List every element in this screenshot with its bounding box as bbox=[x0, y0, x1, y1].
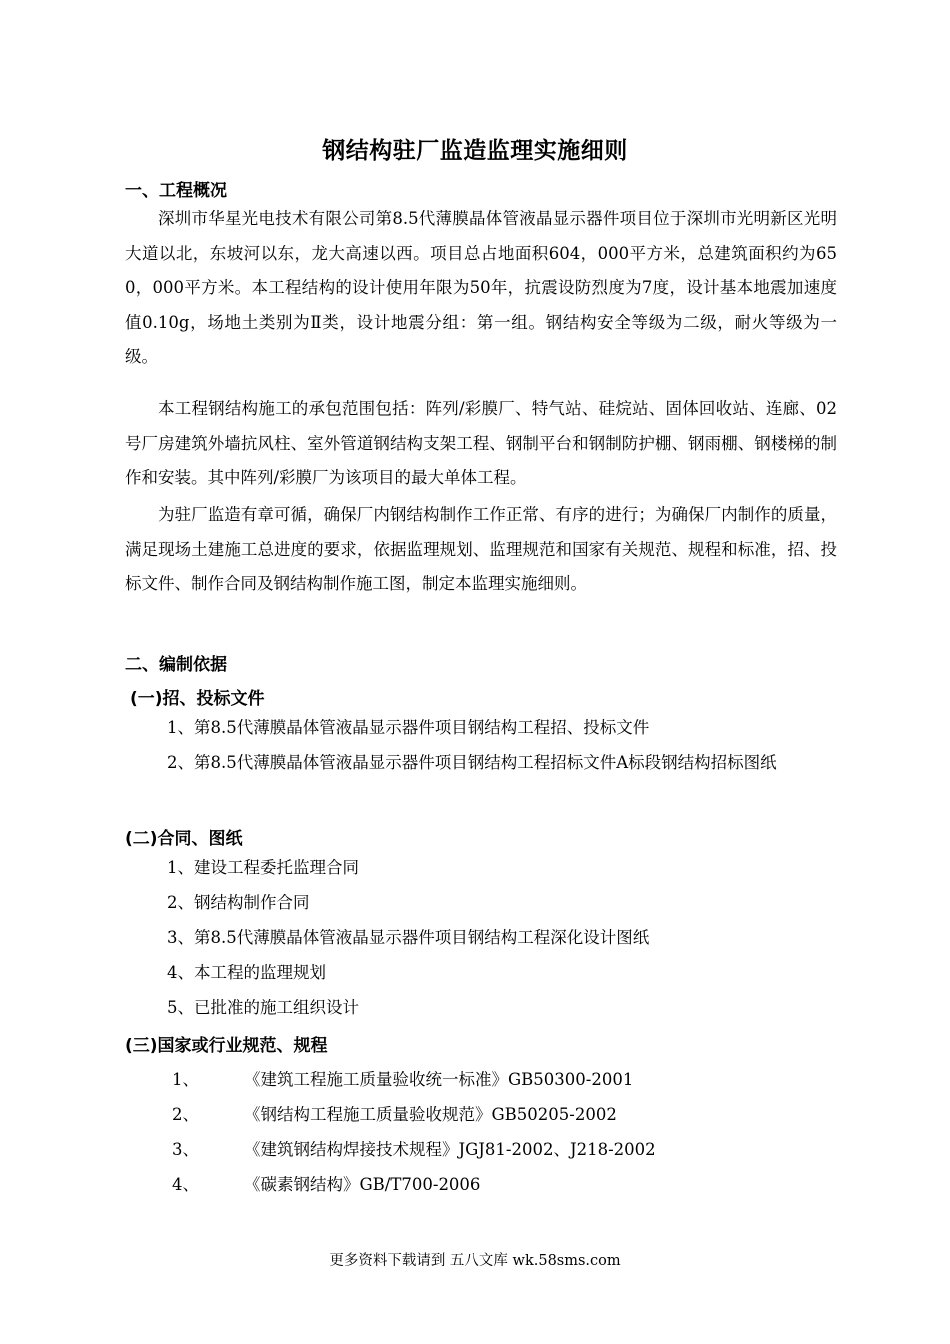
standard-title: 《钢结构工程施工质量验收规范》GB50205-2002 bbox=[244, 1105, 617, 1124]
standard-item bbox=[172, 1171, 480, 1195]
subsection-heading-standards: (三)国家或行业规范、规程 bbox=[125, 1036, 328, 1056]
overview-paragraph-3: 为驻厂监造有章可循，确保厂内钢结构制作工作正常、有序的进行；为确保厂内制作的质量，满足现场土建施工总进度的要求，依据监理规划、监理规范和国家有关规范、规程和标准，招、投标文件、制作合同及钢结构制作施工图，制定本监理实施细则。 bbox=[125, 505, 837, 593]
standard-number: 2、 bbox=[172, 1105, 199, 1124]
document-title: 钢结构驻厂监造监理实施细则 bbox=[322, 138, 628, 164]
standard-item bbox=[172, 1066, 633, 1090]
basis-item: 1、建设工程委托监理合同 bbox=[167, 858, 359, 877]
basis-item: 2、钢结构制作合同 bbox=[167, 893, 310, 912]
standard-title: 《碳素钢结构》GB/T700-2006 bbox=[244, 1175, 481, 1194]
basis-item: 3、第8.5代薄膜晶体管液晶显示器件项目钢结构工程深化设计图纸 bbox=[167, 928, 650, 947]
basis-item: 5、已批准的施工组织设计 bbox=[167, 998, 359, 1017]
basis-item: 1、第8.5代薄膜晶体管液晶显示器件项目钢结构工程招、投标文件 bbox=[167, 718, 650, 737]
subsection-heading-bidding: (一)招、投标文件 bbox=[130, 689, 265, 709]
standard-item bbox=[172, 1101, 617, 1125]
page-footer: 更多资料下载请到 五八文库 wk.58sms.com bbox=[329, 1253, 621, 1269]
basis-item: 4、本工程的监理规划 bbox=[167, 963, 326, 982]
section-heading-basis: 二、编制依据 bbox=[125, 655, 227, 675]
subsection-heading-contracts: (二)合同、图纸 bbox=[125, 829, 243, 849]
standard-number: 1、 bbox=[172, 1070, 199, 1089]
section-heading-overview: 一、工程概况 bbox=[125, 181, 227, 201]
standard-item bbox=[172, 1136, 656, 1160]
standard-title: 《建筑工程施工质量验收统一标准》GB50300-2001 bbox=[244, 1070, 634, 1089]
overview-paragraph-2: 本工程钢结构施工的承包范围包括：阵列/彩膜厂、特气站、硅烷站、固体回收站、连廊、02号厂房建筑外墙抗风柱、室外管道钢结构支架工程、钢制平台和钢制防护棚、钢雨棚、钢楼梯的制作和安装。其中阵列/彩膜厂为该项目的最大单体工程。 bbox=[125, 399, 837, 487]
basis-item: 2、第8.5代薄膜晶体管液晶显示器件项目钢结构工程招标文件A标段钢结构招标图纸 bbox=[167, 753, 777, 772]
standard-number: 4、 bbox=[172, 1175, 199, 1194]
standard-title: 《建筑钢结构焊接技术规程》JGJ81-2002、J218-2002 bbox=[244, 1140, 656, 1159]
standard-number: 3、 bbox=[172, 1140, 199, 1159]
overview-paragraph-1: 深圳市华星光电技术有限公司第8.5代薄膜晶体管液晶显示器件项目位于深圳市光明新区光明大道以北，东坡河以东，龙大高速以西。项目总占地面积604，000平方米，总建筑面积约为650，000平方米。本工程结构的设计使用年限为50年，抗震设防烈度为7度，设计基本地震加速度值0.10g，场地土类别为Ⅱ类，设计地震分组：第一组。钢结构安全等级为二级，耐火等级为一级。 bbox=[125, 209, 837, 366]
